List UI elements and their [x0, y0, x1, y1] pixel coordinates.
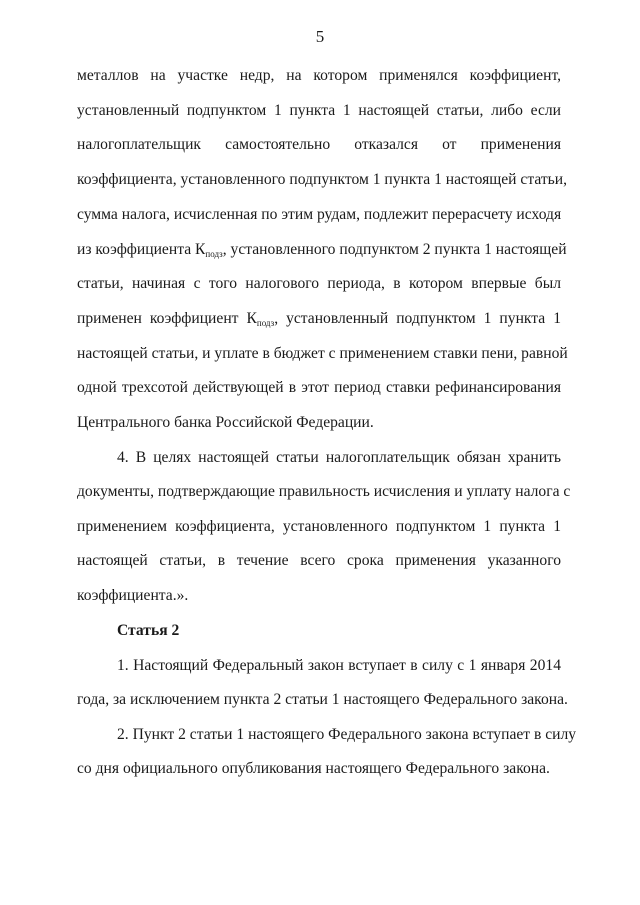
text-line	[77, 240, 567, 260]
text-fragment: применен коэффициент К	[77, 310, 257, 327]
text-line: коэффициента.».	[77, 587, 189, 604]
text-line: статьи, начиная с того налогового периода, в котором впервые был	[77, 275, 561, 292]
text-line: одной трехсотой действующей в этот период ставки рефинансирования	[77, 379, 561, 396]
text-line: применением коэффициента, установленного подпунктом 1 пункта 1	[77, 518, 561, 535]
text-line: 4. В целях настоящей статьи налогоплательщик обязан хранить	[117, 449, 561, 466]
text-fragment: , установленного подпунктом 2 пункта 1 настоящей	[222, 241, 567, 258]
text-line: металлов на участке недр, на котором применялся коэффициент,	[77, 67, 561, 84]
text-line: 1. Настоящий Федеральный закон вступает в силу с 1 января 2014	[117, 657, 561, 674]
text-line: сумма налога, исчисленная по этим рудам, подлежит перерасчету исходя	[77, 206, 562, 223]
text-line: настоящей статьи, и уплате в бюджет с применением ставки пени, равной	[77, 345, 568, 362]
text-line: установленный подпунктом 1 пункта 1 настоящей статьи, либо если	[77, 102, 561, 119]
article-heading: Статья 2	[117, 622, 180, 639]
text-line: налогоплательщик самостоятельно отказался от применения	[77, 136, 561, 153]
text-line	[77, 309, 561, 329]
text-line: 2. Пункт 2 статьи 1 настоящего Федерального закона вступает в силу	[117, 726, 577, 743]
text-line: документы, подтверждающие правильность исчисления и уплату налога с	[77, 483, 571, 500]
text-fragment: , установленный подпунктом 1 пункта 1	[274, 310, 561, 327]
text-fragment: из коэффициента К	[77, 241, 206, 258]
text-line: коэффициента, установленного подпунктом 1 пункта 1 настоящей статьи,	[77, 171, 568, 188]
page-number: 5	[315, 27, 325, 46]
text-line: со дня официального опубликования настоящего Федерального закона.	[77, 760, 550, 777]
subscript: подз	[256, 318, 275, 328]
text-line: Центрального банка Российской Федерации.	[77, 414, 374, 431]
text-line: настоящей статьи, в течение всего срока применения указанного	[77, 552, 561, 569]
subscript: подз	[205, 249, 223, 259]
text-line: года, за исключением пункта 2 статьи 1 настоящего Федерального закона.	[77, 691, 568, 708]
